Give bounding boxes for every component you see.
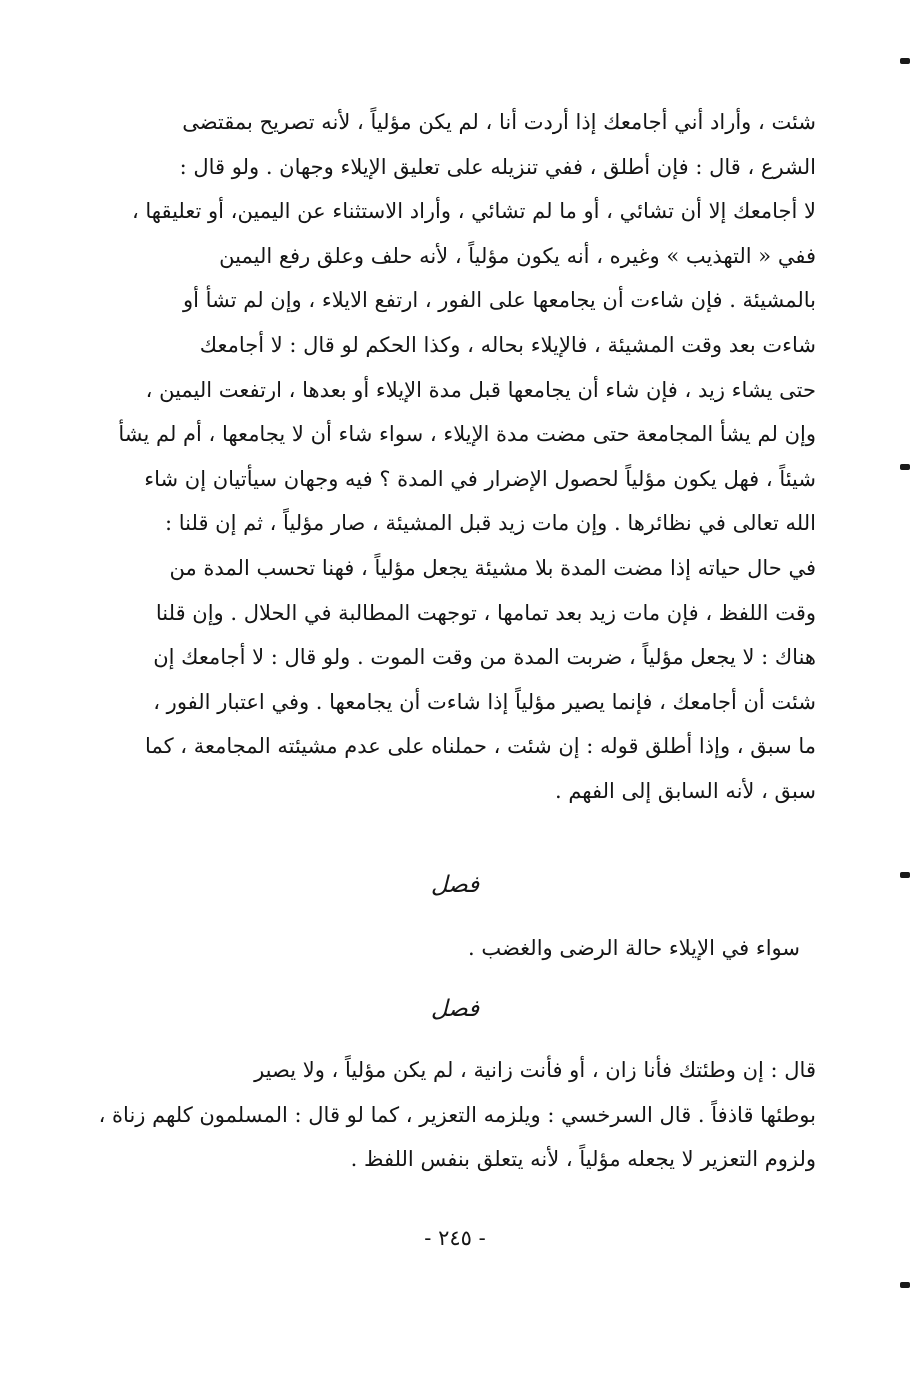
page-number: - ٢٤٥ -: [424, 1226, 486, 1250]
text-line: هناك : لا يجعل مؤلياً ، ضربت المدة من وقت الموت . ولو قال : لا أجامعك إن: [153, 645, 816, 670]
text-line: الشرع ، قال : فإن أطلق ، ففي تنزيله على تعليق الإيلاء وجهان . ولو قال :: [179, 154, 816, 179]
text-line: سبق ، لأنه السابق إلى الفهم .: [554, 778, 816, 803]
margin-mark: [900, 464, 910, 470]
text-line: شاءت بعد وقت المشيئة ، فالإيلاء بحاله ، وكذا الحكم لو قال : لا أجامعك: [199, 332, 816, 357]
paragraph-main: [96, 100, 816, 814]
text-line: شئت ، وأراد أني أجامعك إذا أردت أنا ، لم يكن مؤلياً ، لأنه تصريح بمقتضى: [182, 110, 816, 134]
text-line: ما سبق ، وإذا أطلق قوله : إن شئت ، حملناه على عدم مشيئته المجامعة ، كما: [145, 734, 816, 759]
text-line: قال : إن وطئتك فأنا زان ، أو فأنت زانية ، لم يكن مؤلياً ، ولا يصير: [254, 1058, 816, 1082]
text-line: الله تعالى في نظائرها . وإن مات زيد قبل المشيئة ، صار مؤلياً ، ثم إن قلنا :: [165, 511, 816, 536]
margin-mark: [900, 872, 910, 878]
text-line: شئت أن أجامعك ، فإنما يصير مؤلياً إذا شاءت أن يجامعها . وفي اعتبار الفور ،: [153, 689, 816, 714]
margin-mark: [900, 1282, 910, 1288]
text-line: ففي « التهذيب » وغيره ، أنه يكون مؤلياً ، لأنه حلف وعلق رفع اليمين: [219, 243, 816, 268]
paragraph-rida-ghadab: سواء في الإيلاء حالة الرضى والغضب .: [467, 936, 800, 960]
section-heading-fasl-2: فصل: [430, 996, 480, 1022]
margin-mark: [900, 58, 910, 64]
text-line: في حال حياته إذا مضت المدة بلا مشيئة يجعل مؤلياً ، فهنا تحسب المدة من: [169, 555, 816, 580]
text-line: بوطئها قاذفاً . قال السرخسي : ويلزمه التعزير ، كما لو قال : المسلمون كلهم زناة ،: [98, 1102, 816, 1127]
text-line: وقت اللفظ ، فإن مات زيد بعد تمامها ، توجهت المطالبة في الحلال . وإن قلنا: [155, 600, 816, 625]
text-line: شيئاً ، فهل يكون مؤلياً لحصول الإضرار في المدة ؟ فيه وجهان سيأتيان إن شاء: [144, 466, 816, 491]
text-line: حتى يشاء زيد ، فإن شاء أن يجامعها قبل مدة الإيلاء أو بعدها ، ارتفعت اليمين ،: [145, 377, 816, 402]
text-line: وإن لم يشأ المجامعة حتى مضت مدة الإيلاء ، سواء شاء أن لا يجامعها ، أم لم يشأ: [118, 422, 816, 447]
text-line: لا أجامعك إلا أن تشائي ، أو ما لم تشائي ، وأراد الاستثناء عن اليمين، أو تعليقها ،: [131, 199, 816, 224]
section-heading-fasl-1: فصل: [430, 872, 480, 898]
text-line: بالمشيئة . فإن شاءت أن يجامعها على الفور ، ارتفع الايلاء ، وإن لم تشأ أو: [182, 288, 816, 313]
paragraph-qadhf: [96, 1048, 816, 1182]
text-line: ولزوم التعزير لا يجعله مؤلياً ، لأنه يتعلق بنفس اللفظ .: [350, 1147, 816, 1172]
